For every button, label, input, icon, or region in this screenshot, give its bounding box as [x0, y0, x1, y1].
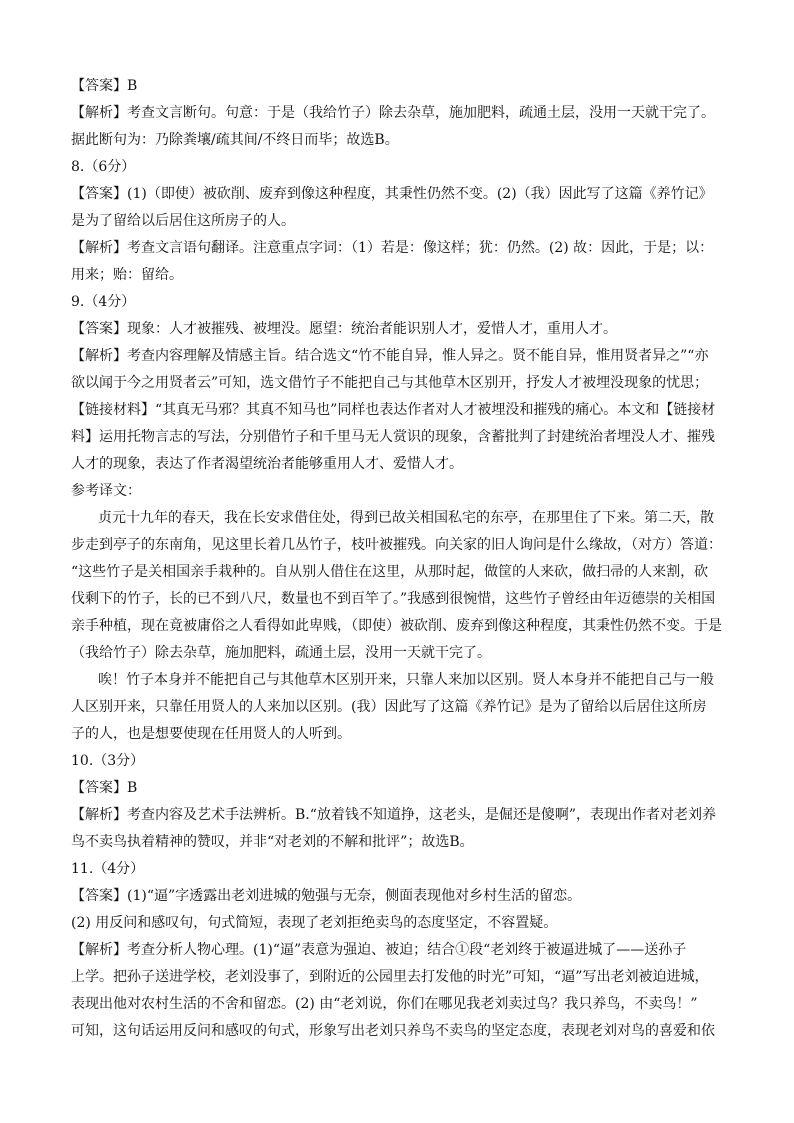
text-line: 【解析】考查文言语句翻译。注意重点字词：（1）若是：像这样；犹：仍然。(2) 故：因此，于是；以： [71, 240, 714, 256]
text-line: 亲手种植，现在竟被庸俗之人看得如此卑贱，（即使）被砍削、废弃到像这种程度，其秉性仍然不变。于是 [71, 618, 722, 634]
text-line: 表现出他对农村生活的不舍和留恋。(2) 由“老刘说，你们在哪见我老刘卖过鸟？我只养鸟，不卖鸟！” [71, 996, 698, 1012]
text-line: 人区别开来，只靠任用贤人的人来加以区别。(我）因此写了这篇《养竹记》是为了留给以后居住这所房 [71, 699, 707, 715]
text-line: 料】运用托物言志的写法，分别借竹子和千里马无人赏识的现象，含蓄批判了封建统治者埋没人才、摧残 [71, 429, 715, 445]
text-line: 【答案】(1)“逼”字透露出老刘进城的勉强与无奈，侧面表现他对乡村生活的留恋。 [71, 888, 582, 904]
text-line: 【解析】考查内容及艺术手法辨析。B.“放着钱不知道挣，这老头，是倔还是傻啊”，表现出作者对老刘养 [71, 807, 717, 823]
text-line: 9.（4分） [71, 294, 136, 310]
text-line: 可知，这句话运用反问和感叹的句式，形象写出老刘只养鸟不卖鸟的坚定态度，表现老刘对鸟的喜爱和依 [71, 1023, 715, 1039]
text-line: 10.（3分） [71, 753, 145, 769]
text-line: 伐剩下的竹子，长的已不到八尺，数量也不到百竿了。”我感到很惋惜，这些竹子曾经由年迈德崇的关相国 [71, 591, 716, 607]
text-line: 【答案】B [71, 780, 138, 796]
text-line: 据此断句为：乃除粪壤/疏其间/不终日而毕；故选B。 [71, 132, 399, 148]
text-line: 人才的现象，表达了作者渴望统治者能够重用人才、爱惜人才。 [71, 456, 463, 472]
text-line: “这些竹子是关相国亲手栽种的。自从别人借住在这里，从那时起，做筐的人来砍，做扫帚的人来割，砍 [71, 564, 709, 580]
text-line: 是为了留给以后居住这所房子的人。 [71, 213, 295, 229]
text-line: 11.（4分） [71, 861, 145, 877]
text-line: 【答案】(1)（即使）被砍削、废弃到像这种程度，其秉性仍然不变。(2)（我）因此写了这篇《养竹记》 [71, 186, 713, 202]
text-line: 8.（6分） [71, 159, 136, 175]
text-line: 【答案】B [71, 78, 138, 94]
text-line: 【解析】考查分析人物心理。(1)“逼”表意为强迫、被迫；结合①段“老刘终于被逼进城了——送孙子 [71, 942, 687, 958]
text-line: 步走到亭子的东南角，见这里长着几丛竹子，枝叶被摧残。向关家的旧人询问是什么缘故，（对方）答道： [71, 537, 722, 553]
text-line: 用来；贻：留给。 [71, 267, 183, 283]
text-line: 【解析】考查文言断句。句意：于是（我给竹子）除去杂草，施加肥料，疏通土层，没用一天就干完了。 [71, 105, 715, 121]
text-line: 贞元十九年的春天，我在长安求借住处，得到已故关相国私宅的东亭，在那里住了下来。第二天，散 [98, 510, 714, 526]
text-line: 【解析】考查内容理解及情感主旨。结合选文“竹不能自异，惟人异之。贤不能自异，惟用贤者异之”“亦 [71, 348, 709, 364]
text-line: 参考译文： [71, 483, 141, 499]
text-line: 子的人，也是想要使现在任用贤人的人听到。 [71, 726, 351, 742]
text-line: 唉！竹子本身并不能把自己与其他草木区别开来，只靠人来加以区别。贤人本身并不能把自己与一般 [98, 672, 714, 688]
text-line: 上学。把孙子送进学校，老刘没事了，到附近的公园里去打发他的时光”可知，“逼”写出老刘被迫进城， [71, 969, 709, 985]
text-line: 欲以闻于今之用贤者云”可知，选文借竹子不能把自己与其他草木区别开，抒发人才被埋没现象的忧思； [71, 375, 709, 391]
text-line: 【答案】现象：人才被摧残、被埋没。愿望：统治者能识别人才，爱惜人才，重用人才。 [71, 321, 617, 337]
text-line: 鸟不卖鸟执着精神的赞叹，并非“对老刘的不解和批评”；故选B。 [71, 834, 474, 850]
text-line: (2) 用反问和感叹句，句式简短，表现了老刘拒绝卖鸟的态度坚定，不容置疑。 [71, 915, 558, 931]
text-line: （我给竹子）除去杂草，施加肥料，疏通土层，没用一天就干完了。 [71, 645, 491, 661]
text-line: 【链接材料】“其真无马邪？其真不知马也”同样也表达作者对人才被埋没和摧残的痛心。本文和【链接材 [71, 402, 716, 418]
